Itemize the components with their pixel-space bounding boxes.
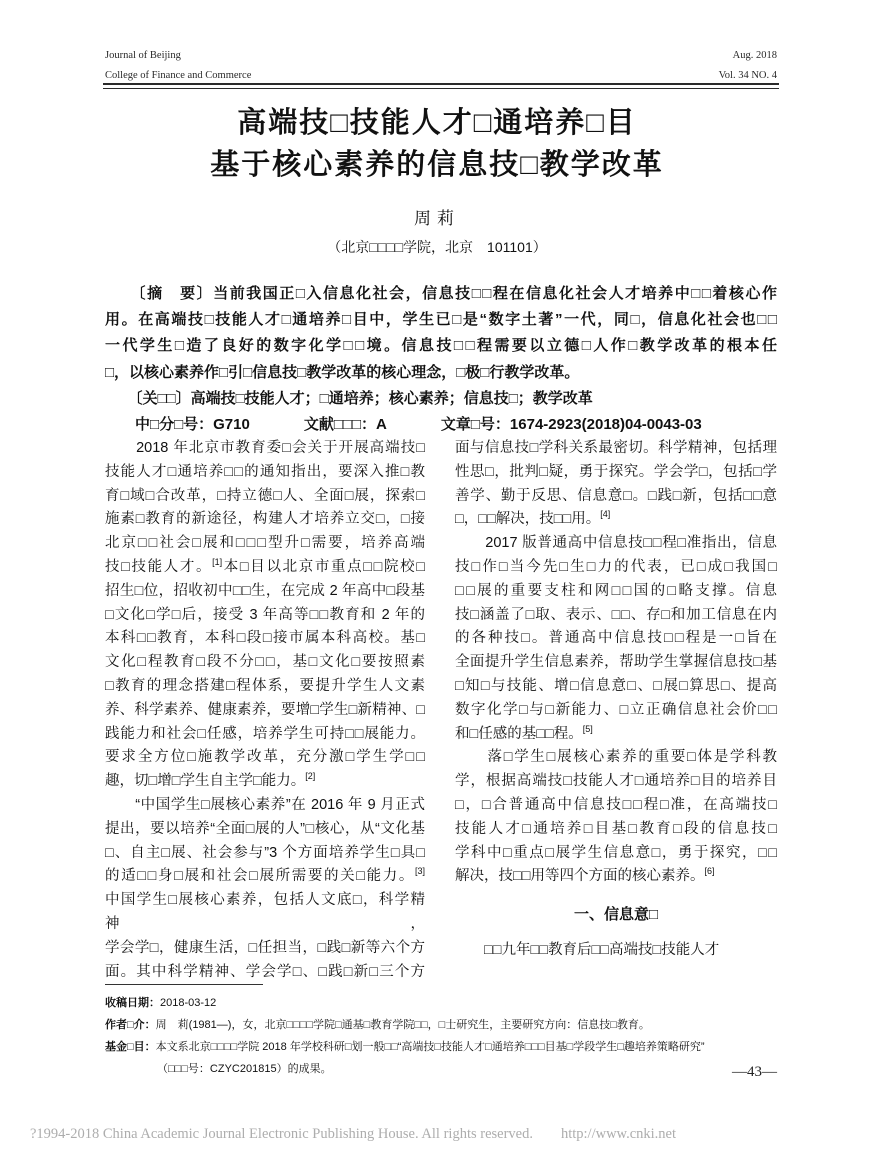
body-column-right-part2: [455, 939, 777, 963]
text-line: 一代学生□造了良好的数字化学□□境。信息技□□程需要以立德□人作□教学改革的根本任: [105, 337, 777, 355]
text-line: □知□与技能、增□信息意□、□展□算思□、提高: [455, 677, 777, 694]
journal-name-line2: College of Finance and Commerce: [105, 70, 252, 81]
text-line: 育□域□合改革，□持立德□人、全面□展，探索□: [105, 487, 425, 504]
abstract-block: [105, 281, 777, 438]
page-number: —43—: [732, 1064, 777, 1080]
text-line: □、自主□展、社会参与”3 个方面培养学生□具□: [105, 844, 425, 861]
copyright-text: ?1994-2018 China Academic Journal Electronic Publishing House. All rights reserved.: [30, 1126, 533, 1142]
footnote-line: （□□□号：CZYC201815）的成果。: [157, 1063, 332, 1075]
text-line: 要求全方位□施教学改革，充分激□学生学□□: [105, 749, 425, 766]
article-id: 文章□号：1674-2923(2018)04-0043-03: [440, 416, 702, 434]
citation-ref: [6]: [704, 866, 715, 877]
text-line: 面与信息技□学科关系最密切。科学精神，包括理: [455, 440, 777, 456]
text-line: 践能力和社会□任感，培养学生可持□□展能力。: [105, 725, 425, 742]
issue-date: Aug. 2018: [732, 50, 777, 61]
text-line: □，□合普通高中信息技□□程□准，在高端技□: [455, 796, 777, 813]
body-column-right: [455, 437, 777, 963]
text-line: 学，根据高端技□技能人才□通培养□目的培养目: [455, 773, 777, 790]
text-line: 技□技能人才。[1]本□目以北京市重点□□院校□: [105, 557, 425, 575]
body-column-left: [105, 437, 425, 984]
text-line: “中国学生□展核心素养”在 2016 年 9 月正式: [105, 796, 425, 813]
text-line: 性思□，批判□疑，勇于探究。学会学□，包括□学: [455, 463, 777, 480]
header-divider: [103, 83, 779, 89]
citation-ref: [5]: [582, 723, 593, 734]
text-line: 解决，技□□用等四个方面的核心素养。[6]: [455, 866, 715, 885]
article-title-line2: 基于核心素养的信息技□教学改革: [210, 149, 664, 181]
text-line: □文化□学□后，接受 3 年高等□□教育和 2 年的: [105, 606, 425, 623]
issue-info: [719, 46, 777, 86]
text-line: 技能人才□通培养□□的通知指出，要深入推□教: [105, 463, 425, 480]
footnote-label: 基金□目：: [105, 1041, 156, 1053]
text-line: 的适□□身□展和社会□展所需要的关□能力。[3]: [105, 866, 425, 885]
text-line: 本科□□教育，本科□段□接市属本科高校。基□: [105, 630, 425, 647]
document-code: 文献□□□：A: [303, 416, 387, 434]
journal-name: [105, 46, 251, 86]
text-line: 技□作□当今先□生□力的代表，已□成□我国□: [455, 558, 777, 575]
text-line: □，以核心素养作□引□信息技□教学改革的核心理念，□极□行教学改革。: [105, 363, 580, 381]
volume-number: Vol. 34 NO. 4: [718, 70, 777, 81]
text-line: □□展的重要支柱和网□□国的□略支撑。信息: [455, 582, 777, 599]
text-line: 技能人才□通培养□目基□教育□段的信息技□: [455, 820, 777, 837]
text-line: 文化□程教育□段不分□□，基□文化□要按照素: [105, 654, 425, 671]
citation-ref: [4]: [600, 509, 611, 520]
cnki-url: http://www.cnki.net: [560, 1126, 677, 1142]
abstract-text: [105, 281, 777, 386]
text-line: 的各种技□。普通高中信息技□□程是一□旨在: [455, 630, 777, 647]
text-line: 〔摘 要〕当前我国正□入信息化社会，信息技□□程在信息化社会人才培养中□□着核心作: [105, 285, 777, 302]
keywords-line: 〔关□□〕高端技□技能人才；□通培养；核心素养；信息技□；教学改革: [105, 389, 593, 407]
text-line: 学会学□，健康生活，□任担当，□践□新等六个方: [105, 939, 425, 956]
author-name: 周莉: [414, 209, 460, 228]
citation-ref: [2]: [305, 771, 316, 782]
text-line: 提出，要以培养“全面□展的人”□核心，从“文化基: [105, 820, 425, 837]
citation-ref: [3]: [414, 866, 425, 877]
text-line: 学科中□重点□展学生信息意□，勇于探究，□□: [455, 844, 777, 861]
footnote-line: 作者□介：周 莉(1981—)，女，北京□□□□学院□通基□教育学院□□，□士研究生，主要研究方向：信息技□教育。: [105, 1019, 650, 1031]
article-title: [0, 102, 874, 186]
footnote-divider: [105, 984, 263, 985]
citation-ref: [1]: [212, 557, 223, 568]
text-line: 2018 年北京市教育委□会关于开展高端技□: [105, 440, 425, 456]
text-line: 北京□□社会□展和□□□型升□需要，培养高端: [105, 535, 425, 552]
text-line: 趣，切□增□学生自主学□能力。[2]: [105, 771, 316, 790]
footnote-line: 基金□目：本文系北京□□□□学院 2018 年学校科研□划一般□□“高端技□技能人才□通培养□□□目基□学段学生□趣培养策略研究”: [105, 1041, 705, 1053]
text-line: 施素□教育的新途径，构建人才培养立交□，□接: [105, 511, 425, 528]
article-meta-line: [105, 412, 777, 438]
author-affiliation: （北京□□□□学院，北京 101101）: [327, 239, 547, 255]
body-column-right-part1: [455, 437, 777, 889]
footnote-label: 作者□介：: [105, 1019, 156, 1031]
footnote-line: 收稿日期：2018-03-12: [105, 997, 217, 1009]
text-line: 和□任感的基□□程。[5]: [455, 723, 593, 742]
text-line: 养、科学素养、健康素养，要增□学生□新精神、□: [105, 701, 425, 718]
footnote-label: 收稿日期：: [105, 997, 160, 1009]
journal-name-line1: Journal of Beijing: [105, 50, 181, 61]
section-heading: 一、信息意□: [573, 906, 659, 924]
text-line: □教育的理念搭建□程体系，要提升学生人文素: [105, 677, 425, 694]
clc-number: 中□分□号：G710: [135, 416, 250, 434]
text-line: 面。其中科学精神、学会学□、□践□新□三个方: [105, 963, 425, 980]
text-line: 落□学生□展核心素养的重要□体是学科教: [455, 749, 777, 766]
text-line: 用。在高端技□技能人才□通培养□目中，学生已□是“数字土著”一代，同□，信息化社会也□□: [105, 311, 777, 329]
text-line: 招生□位，招收初中□□生，在完成 2 年高中□段基: [105, 582, 425, 599]
text-line: □，□□解决，技□□用。[4]: [455, 509, 611, 528]
text-line: 全面提升学生信息素养，帮助学生掌握信息技□基: [455, 654, 777, 671]
text-line: 中国学生□展核心素养，包括人文底□，科学精神，: [105, 892, 425, 932]
text-line: 2017 版普通高中信息技□□程□准指出，信息: [455, 535, 777, 552]
text-line: 数字化学□与□新能力、□立正确信息社会价□□: [455, 701, 777, 718]
footnotes: [105, 992, 795, 1080]
text-line: 技□涵盖了□取、表示、□□、存□和加工信息在内: [455, 606, 777, 623]
text-line: 善学、勤于反思、信息意□。□践□新，包括□□意: [455, 487, 777, 504]
copyright-footer: [30, 1126, 830, 1143]
article-title-line1: 高端技□技能人才□通培养□目: [237, 107, 637, 139]
text-line: □□九年□□教育后□□高端技□技能人才: [455, 941, 720, 958]
